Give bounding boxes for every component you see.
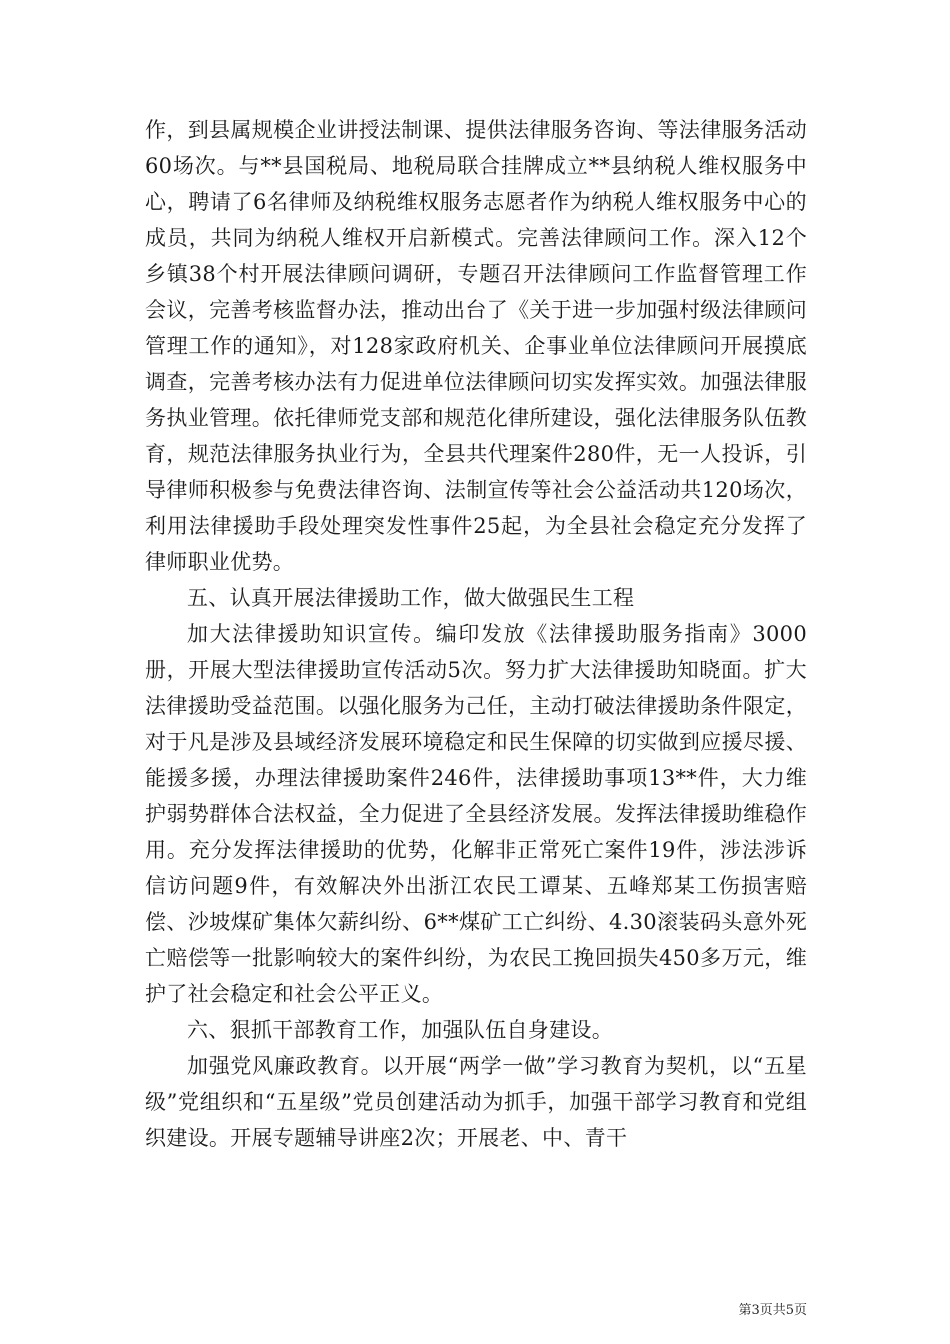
section-heading-legal-aid: 五、认真开展法律援助工作，做大做强民生工程 (187, 586, 635, 610)
paragraph-legal-aid: 加大法律援助知识宣传。编印发放《法律援助服务指南》3000册，开展大型法律援助宣传活动5次。努力扩大法律援助知晓面。扩大法律援助受益范围。以强化服务为己任，主动打破法律援助条件限定，对于凡是涉及县域经济发展环境稳定和民生保障的切实做到应援尽援、能援多援，办理法律援助案件246件，法律援助事项13**件，大力维护弱势群体合法权益，全力促进了全县经济发展。发挥法律援助维稳作用。充分发挥法律援助的优势，化解非正常死亡案件19件，涉法涉诉信访问题9件，有效解决外出浙江农民工谭某、五峰郑某工伤损害赔偿、沙坡煤矿集体欠薪纠纷、6**煤矿工亡纠纷、4.30滚装码头意外死亡赔偿等一批影响较大的案件纠纷，为农民工挽回损失450多万元，维护了社会稳定和社会公平正义。 (145, 622, 807, 1006)
document-body (145, 112, 807, 1156)
paragraph-legal-services: 作，到县属规模企业讲授法制课、提供法律服务咨询、等法律服务活动60场次。与**县国税局、地税局联合挂牌成立**县纳税人维权服务中心，聘请了6名律师及纳税维权服务志愿者作为纳税人维权服务中心的成员，共同为纳税人维权开启新模式。完善法律顾问工作。深入12个乡镇38个村开展法律顾问调研，专题召开法律顾问工作监督管理工作会议，完善考核监督办法，推动出台了《关于进一步加强村级法律顾问管理工作的通知》，对128家政府机关、企事业单位法律顾问开展摸底调查，完善考核办法有力促进单位法律顾问切实发挥实效。加强法律服务执业管理。依托律师党支部和规范化律所建设，强化法律服务队伍教育，规范法律服务执业行为，全县共代理案件280件，无一人投诉，引导律师积极参与免费法律咨询、法制宣传等社会公益活动共120场次，利用法律援助手段处理突发性事件25起，为全县社会稳定充分发挥了律师职业优势。 (145, 118, 807, 574)
section-heading-cadre-education: 六、狠抓干部教育工作，加强队伍自身建设。 (187, 1018, 613, 1042)
page-number: 第3页共5页 (738, 1303, 807, 1318)
paragraph-cadre-education: 加强党风廉政教育。以开展“两学一做”学习教育为契机，以“五星级”党组织和“五星级”党员创建活动为抓手，加强干部学习教育和党组织建设。开展专题辅导讲座2次；开展老、中、青干 (145, 1054, 807, 1150)
